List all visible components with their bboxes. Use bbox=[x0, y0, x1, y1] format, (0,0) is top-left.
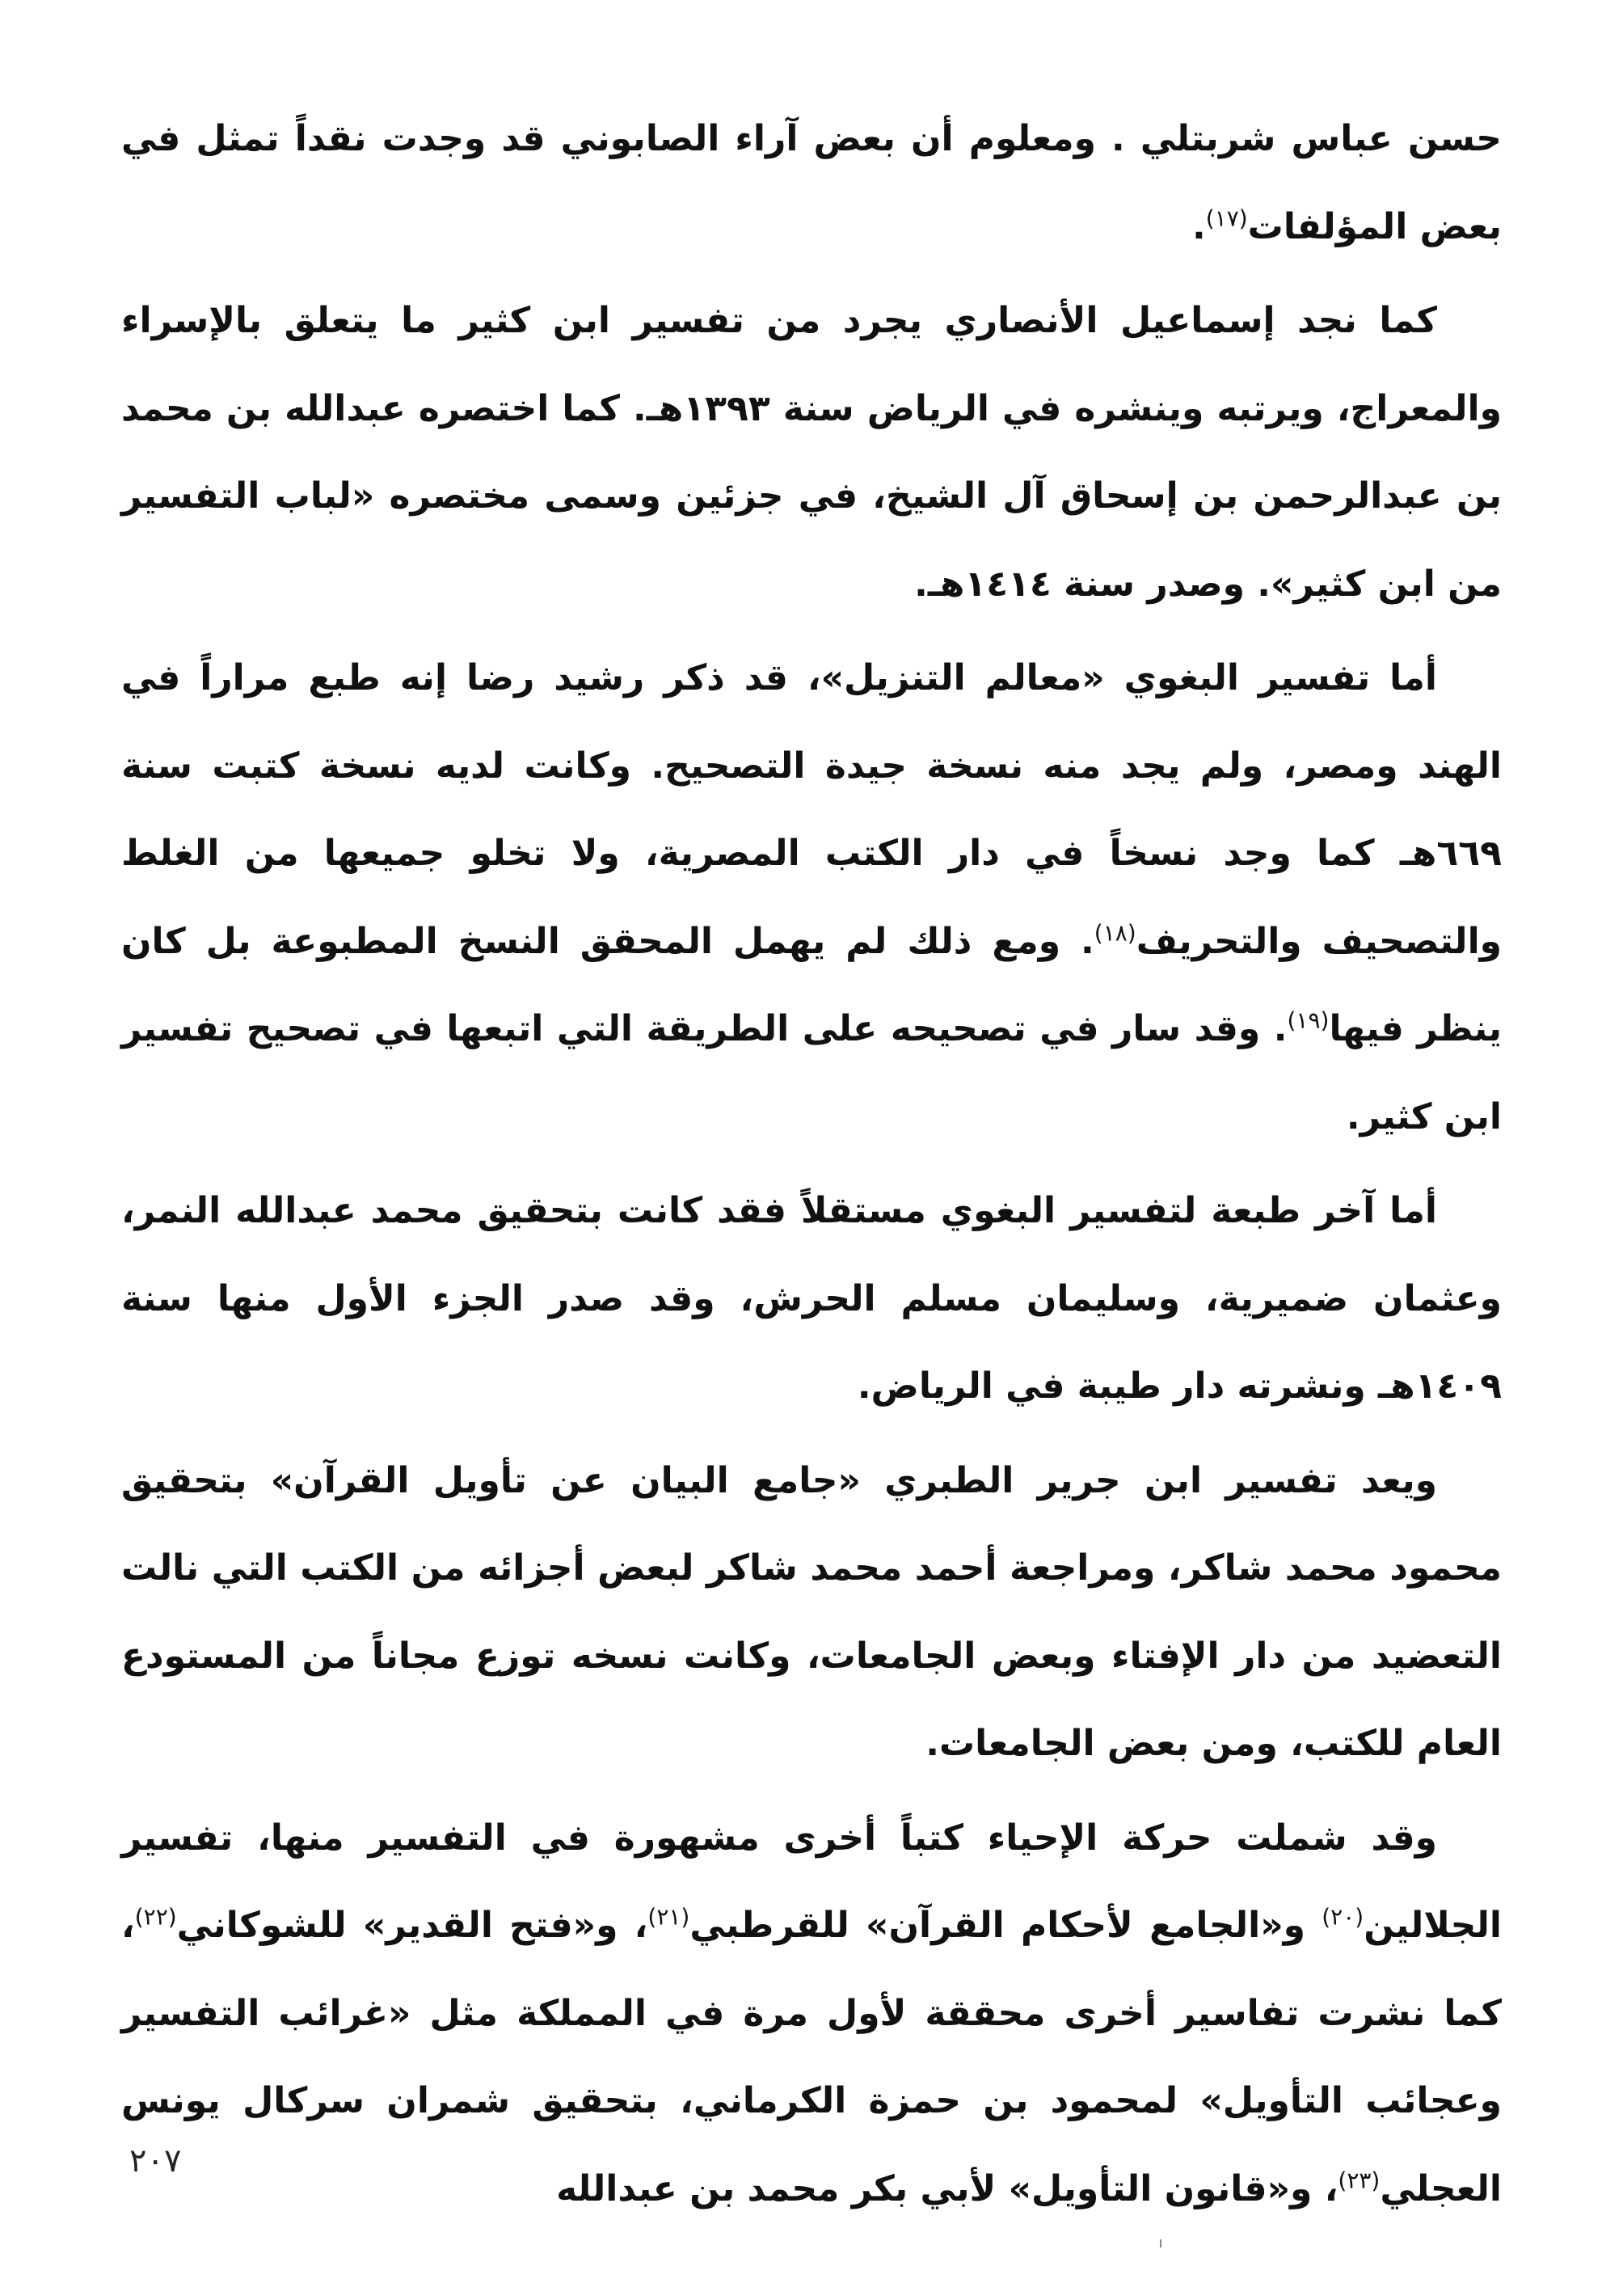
text-segment: ويعد تفسير ابن جرير الطبري «جامع البيان عن تأويل القرآن» بتحقيق محمود محمد شاكر، ومراجعة أحمد محمد شاكر لبعض أجزائه من الكتب التي نالت التعضيد من دار الإفتاء وبعض الجامعات، وكانت نسخه توزع مجاناً من المستودع العام للكتب، ومن بعض الجامعات. bbox=[121, 1459, 1502, 1764]
footnote-ref-17: (١٧) bbox=[1205, 204, 1248, 231]
scan-speck bbox=[1160, 2239, 1161, 2247]
paragraph-5 bbox=[121, 1437, 1502, 1788]
text-segment: كما نجد إسماعيل الأنصاري يجرد من تفسير ابن كثير ما يتعلق بالإسراء والمعراج، ويرتبه وينشره في الرياض سنة ١٣٩٣هـ. كما اختصره عبدالله بن محمد بن عبدالرحمن بن إسحاق آل الشيخ، في جزئين وسمى مختصره «لباب التفسير من ابن كثير». وصدر سنة ١٤١٤هـ. bbox=[121, 300, 1502, 605]
footnote-ref-21: (٢١) bbox=[647, 1903, 690, 1931]
text-segment: ، كما نشرت تفاسير أخرى محققة لأول مرة في المملكة مثل «غرائب التفسير وعجائب التأويل» لمحمود بن حمزة الكرماني، بتحقيق شمران سركال يونس العجلي bbox=[121, 1905, 1502, 2209]
footnote-ref-22: (٢٢) bbox=[134, 1903, 177, 1931]
text-segment: وقد شملت حركة الإحياء كتباً أخرى مشهورة في التفسير منها، تفسير الجلالين bbox=[121, 1817, 1502, 1946]
paragraph-4 bbox=[121, 1167, 1502, 1431]
text-segment: حسن عباس شربتلي . ومعلوم أن بعض آراء الصابوني قد وجدت نقداً تمثل في بعض المؤلفات bbox=[121, 118, 1502, 247]
footnote-ref-23: (٢٣) bbox=[1338, 2166, 1381, 2193]
text-segment: . وقد سار في تصحيحه على الطريقة التي اتبعها في تصحيح تفسير ابن كثير. bbox=[121, 1008, 1502, 1137]
text-segment: ، و«فتح القدير» للشوكاني bbox=[176, 1905, 648, 1946]
footnote-ref-19: (١٩) bbox=[1287, 1007, 1330, 1034]
text-segment: . bbox=[1192, 205, 1206, 247]
paragraph-2 bbox=[121, 277, 1502, 628]
text-segment: و«الجامع لأحكام القرآن» للقرطبي bbox=[689, 1905, 1322, 1946]
footnote-ref-20: (٢٠) bbox=[1322, 1903, 1364, 1931]
page-number: ٢٠٧ bbox=[129, 2142, 182, 2180]
text-segment: . ومع ذلك لم يهمل المحقق النسخ المطبوعة بل كان ينظر فيها bbox=[121, 920, 1503, 1049]
text-segment: ، و«قانون التأويل» لأبي بكر محمد بن عبدالله bbox=[556, 2167, 1338, 2209]
text-segment: أما تفسير البغوي «معالم التنزيل»، قد ذكر رشيد رضا إنه طبع مراراً في الهند ومصر، ولم يجد منه نسخة جيدة التصحيح. وكانت لديه نسخة كتبت سنة ٦٦٩هـ كما وجد نسخاً في دار الكتب المصرية، ولا تخلو جميعها من الغلط والتصحيف والتحريف bbox=[121, 657, 1503, 962]
paragraph-1 bbox=[121, 95, 1502, 271]
paragraph-3 bbox=[121, 635, 1502, 1161]
text-segment: أما آخر طبعة لتفسير البغوي مستقلاً فقد كانت بتحقيق محمد عبدالله النمر، وعثمان ضميرية، وسليمان مسلم الحرش، وقد صدر الجزء الأول منها سنة ١٤٠٩هـ ونشرته دار طيبة في الرياض. bbox=[121, 1190, 1502, 1407]
footnote-ref-18: (١٨) bbox=[1094, 918, 1136, 946]
body-text bbox=[121, 95, 1502, 2233]
paragraph-6 bbox=[121, 1795, 1502, 2234]
